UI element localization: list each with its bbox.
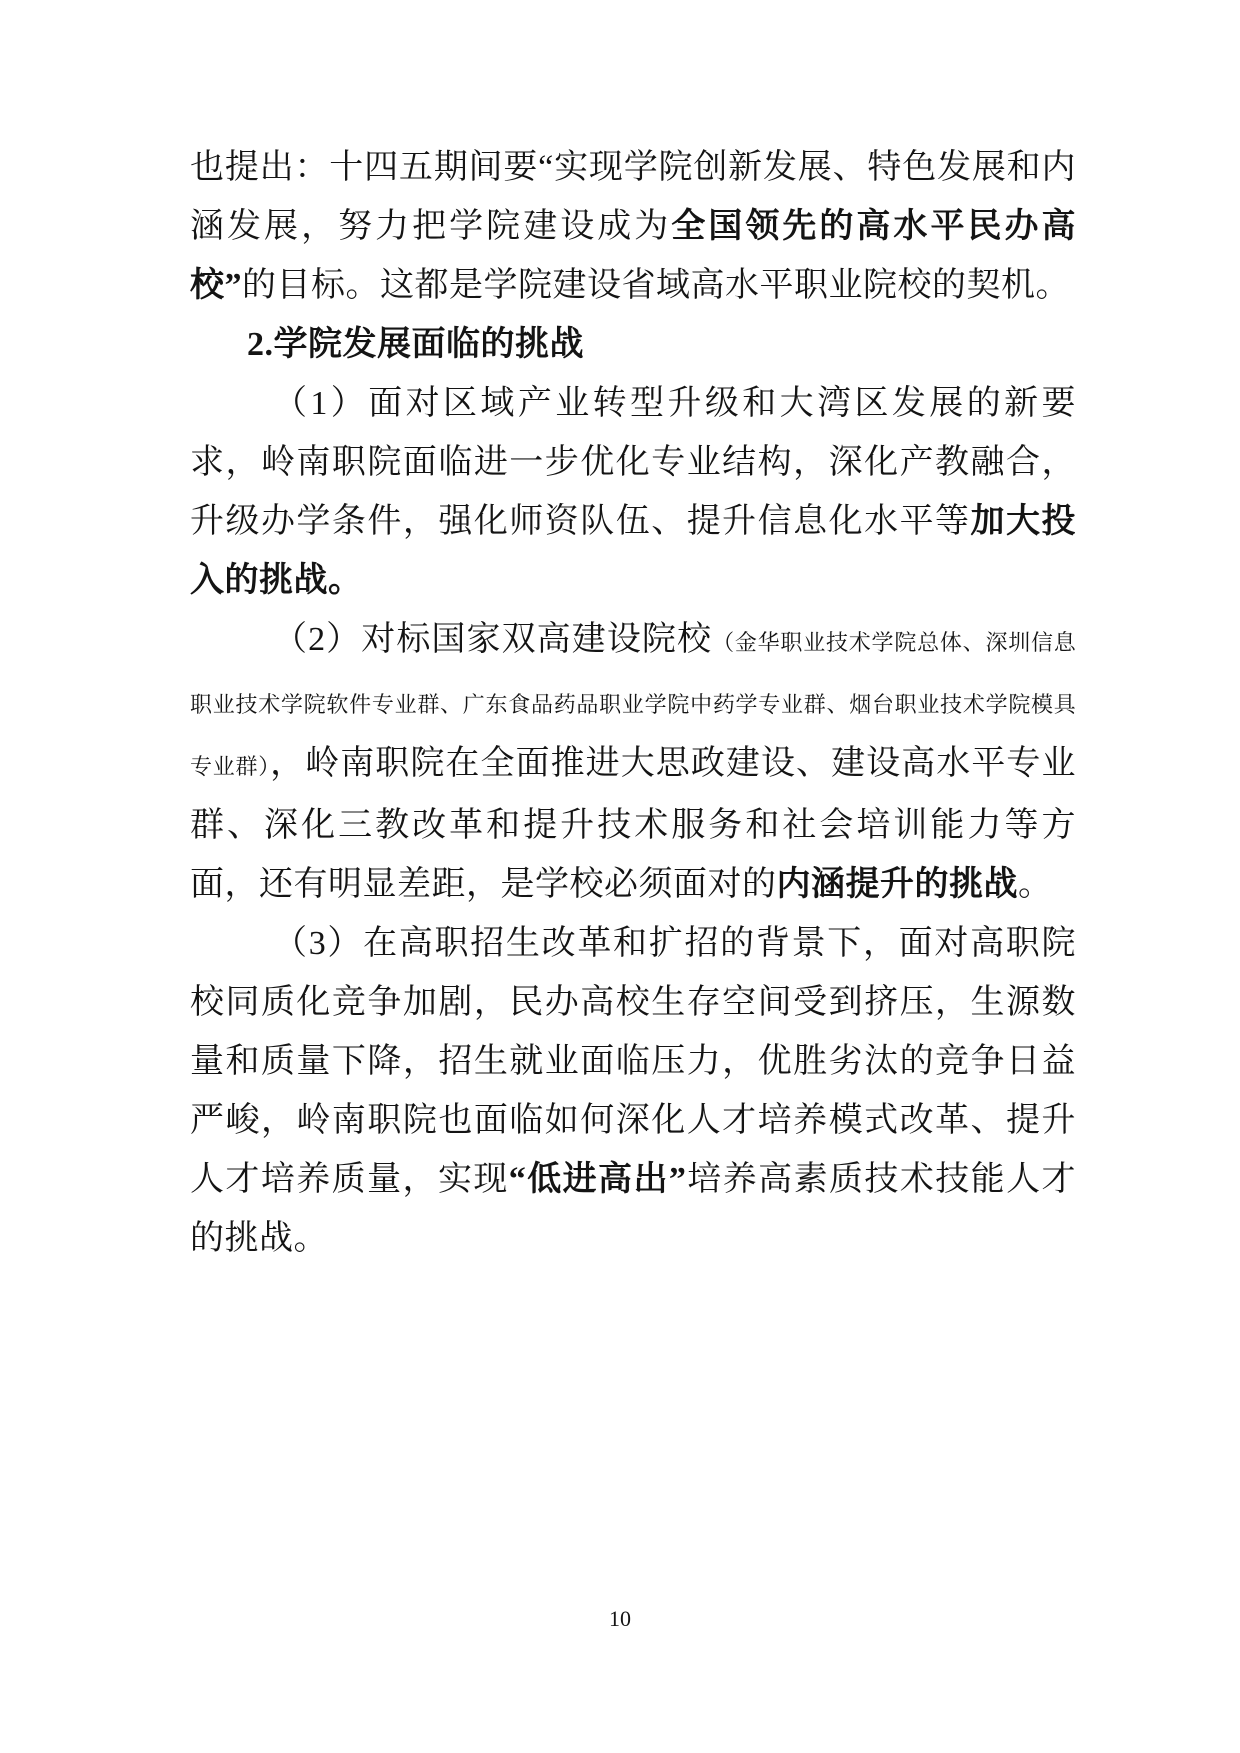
- text-run: ，岭南职院在全面推进大思政建设、建设高水平专业群、深化三教改革和提升技术服务和社会培训能力等方面，还有明显差距，是学校必须面对的: [190, 745, 1076, 903]
- section-heading: [190, 315, 1076, 374]
- paragraph-challenge-2: [190, 610, 1076, 914]
- text-run: （2）对标国家双高建设院校: [273, 621, 713, 658]
- text-run: （3）在高职招生改革和扩招的背景下，面对高职院校同质化竞争加剧，民办高校生存空间受到挤压，生源数量和质量下降，招生就业面临压力，优胜劣汰的竞争日益严峻，岭南职院也面临如何深化人才培养模式改革、提升人才培养质量，实现: [190, 925, 1076, 1198]
- text-run-bold: 内涵提升的挑战: [776, 866, 1018, 903]
- text-run: （1）面对区域产业转型升级和大湾区发展的新要求，岭南职院面临进一步优化专业结构，深化产教融合，升级办学条件，强化师资队伍、提升信息化水平等: [190, 385, 1076, 540]
- text-run: 。: [1018, 866, 1053, 903]
- page-number: 10: [609, 1606, 631, 1631]
- heading-text: 2.学院发展面临的挑战: [247, 326, 584, 363]
- text-run: 的目标。这都是学院建设省域高水平职业院校的契机。: [242, 267, 1070, 304]
- text-run: 也提出：十四五期间要“实现学院创新发展、特色发展和内涵发展，努力把学院建设成为: [190, 149, 1076, 245]
- text-run-bold: 全国领先的高水平民办高校”: [190, 208, 1077, 304]
- text-run: 培养高素质技术技能人才的挑战。: [190, 1161, 1077, 1257]
- document-body: [190, 138, 1076, 1268]
- paragraph-intro: [190, 138, 1076, 315]
- paragraph-challenge-3: [190, 914, 1076, 1268]
- text-run-small: （金华职业技术学院总体、深圳信息职业技术学院软件专业群、广东食品药品职业学院中药学专业群、烟台职业技术学院模具专业群）: [190, 630, 1077, 779]
- text-run-bold: 加大投入的挑战。: [190, 503, 1077, 599]
- text-run-bold: “低进高出”: [508, 1161, 687, 1198]
- paragraph-challenge-1: [190, 374, 1076, 610]
